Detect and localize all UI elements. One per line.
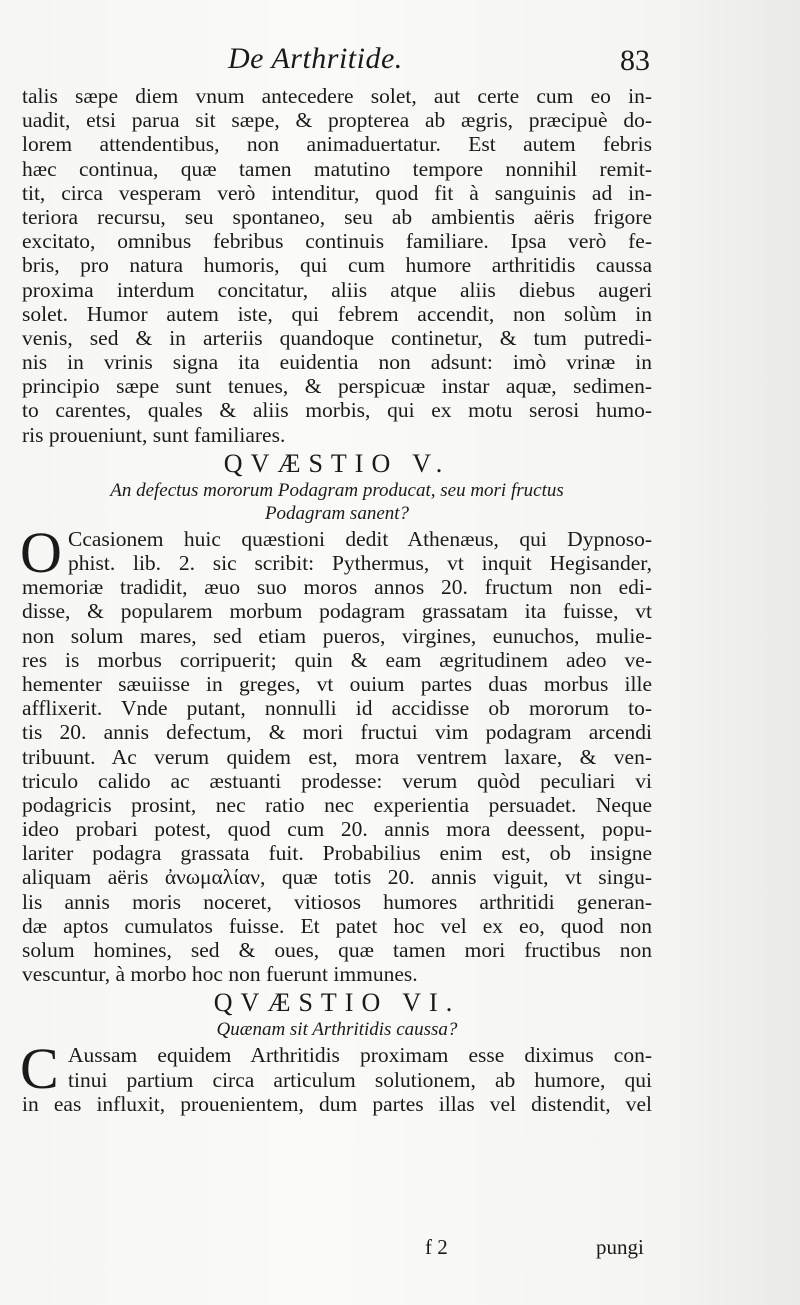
section-heading-5: QVÆSTIO V. [223, 448, 451, 478]
text-line: lorem attendentibus, non animaduertatur. Est autem febris [22, 132, 652, 157]
text-line: tribuunt. Ac verum quidem est, mora ventrem laxare, & ven- [22, 744, 652, 769]
text-line: talis sæpe diem vnum antecedere solet, aut certe cum eo in- [22, 84, 652, 108]
text-line: in eas influxit, prouenientem, dum partes illas vel distendit, vel [22, 1091, 652, 1116]
text-line: tit, circa vesperam verò intenditur, quod fit à sanguinis ad in- [22, 180, 652, 205]
text-line: afflixerit. Vnde putant, nonnulli id accidisse ob mororum to- [22, 696, 652, 721]
text-line: nis in vrinis signa ita euidentia non adsunt: imò vrinæ in [22, 350, 652, 375]
text-line: Aussam equidem Arthritidis proximam esse diximus con- [68, 1043, 652, 1068]
text-line: bris, pro natura humoris, qui cum humore arthritidis caussa [22, 253, 652, 278]
text-line: proxima interdum concitatur, aliis atque aliis diebus augeri [22, 277, 652, 302]
text-line: disse, & popularem morbum podagram grassatam ita fuisse, vt [22, 599, 652, 624]
page-shading [660, 0, 800, 1305]
page-number: 83 [620, 44, 650, 77]
text-line: vescuntur, à morbo hoc non fuerunt immunes. [22, 962, 418, 987]
text-line: aliquam aëris ἀνωμαλίαν, quæ totis 20. annis viguit, vt singu- [22, 865, 652, 890]
text-line: tinui partium circa articulum solutionem, ab humore, qui [68, 1067, 652, 1092]
text-line: solum homines, sed & oues, quæ tamen mori fructibus non [22, 938, 652, 962]
text-line: memoriæ tradidit, æuo suo moros annos 20. fructum non edi- [22, 575, 652, 600]
text-line: uadit, etsi parua sit sæpe, & propterea ab ægris, præcipuè do- [22, 108, 652, 133]
paragraph-continued [22, 84, 652, 447]
text-line: principio sæpe sunt tenues, & perspicuæ instar aquæ, sedimen- [22, 374, 652, 399]
text-line: non solum mares, sed etiam pueros, virgines, eunuchos, mulie- [22, 623, 652, 648]
text-line: teriora recursu, seu spontaneo, seu ab ambientis aëris frigore [22, 204, 652, 229]
text-line: res is morbus corripuerit; quin & eam ægritudinem adeo ve- [22, 647, 652, 672]
drop-cap: O [20, 519, 62, 585]
page-footer [0, 1235, 800, 1265]
text-line: excitato, omnibus febribus continuis familiare. Ipsa verò fe- [22, 229, 652, 254]
text-line: phist. lib. 2. sic scribit: Pythermus, vt inquit Hegisander, [68, 551, 652, 575]
question-6-line: Quænam sit Arthritidis caussa? [216, 1019, 458, 1041]
question-5-line-2: Podagram sanent? [264, 502, 410, 524]
text-line: venis, sed & in arteriis quandoque continetur, & tum putredi- [22, 325, 652, 350]
text-line: ris proueniunt, sunt familiares. [22, 422, 286, 447]
page-header [0, 42, 800, 84]
signature-mark: f 2 [425, 1235, 448, 1259]
text-line: to carentes, quales & aliis morbis, qui ex motu serosi humo- [22, 398, 652, 423]
text-line: Ccasionem huic quæstioni dedit Athenæus, qui Dypnoso- [68, 526, 652, 551]
paragraph-question-5 [20, 519, 652, 987]
paragraph-question-6 [20, 1036, 652, 1116]
text-line: hementer sæuiisse in greges, vt ouium partes duas morbus ille [22, 671, 652, 696]
text-line: podagricis prosint, nec ratio nec experientia persuadet. Neque [22, 792, 652, 817]
text-line: hæc continua, quæ tamen matutino tempore nonnihil remit- [22, 156, 652, 181]
text-line: lis annis moris noceret, vitiosos humores arthritidi generan- [22, 889, 652, 914]
catchword: pungi [596, 1235, 644, 1259]
text-line: triculo calido ac æstuanti prodesse: verum quòd peculiari vi [22, 768, 652, 793]
text-line: lariter podagra grassata fuit. Probabilius enim est, ob insigne [22, 841, 652, 866]
text-line: solet. Humor autem iste, qui febrem accendit, non solùm in [22, 301, 652, 326]
question-5-line-1: An defectus mororum Podagram producat, seu mori fructus [110, 479, 564, 501]
text-line: ideo probari potest, quod cum 20. annis mora deessent, popu- [22, 817, 652, 842]
section-heading-6: QVÆSTIO VI. [213, 988, 461, 1018]
text-line: dæ aptos cumulatos fuisse. Et patet hoc vel ex eo, quod non [22, 913, 652, 938]
main-text [22, 84, 652, 1116]
running-head: De Arthritide. [228, 42, 403, 75]
text-line: tis 20. annis defectum, & mori fructui vim podagram arcendi [22, 720, 652, 745]
drop-cap: C [20, 1036, 59, 1102]
